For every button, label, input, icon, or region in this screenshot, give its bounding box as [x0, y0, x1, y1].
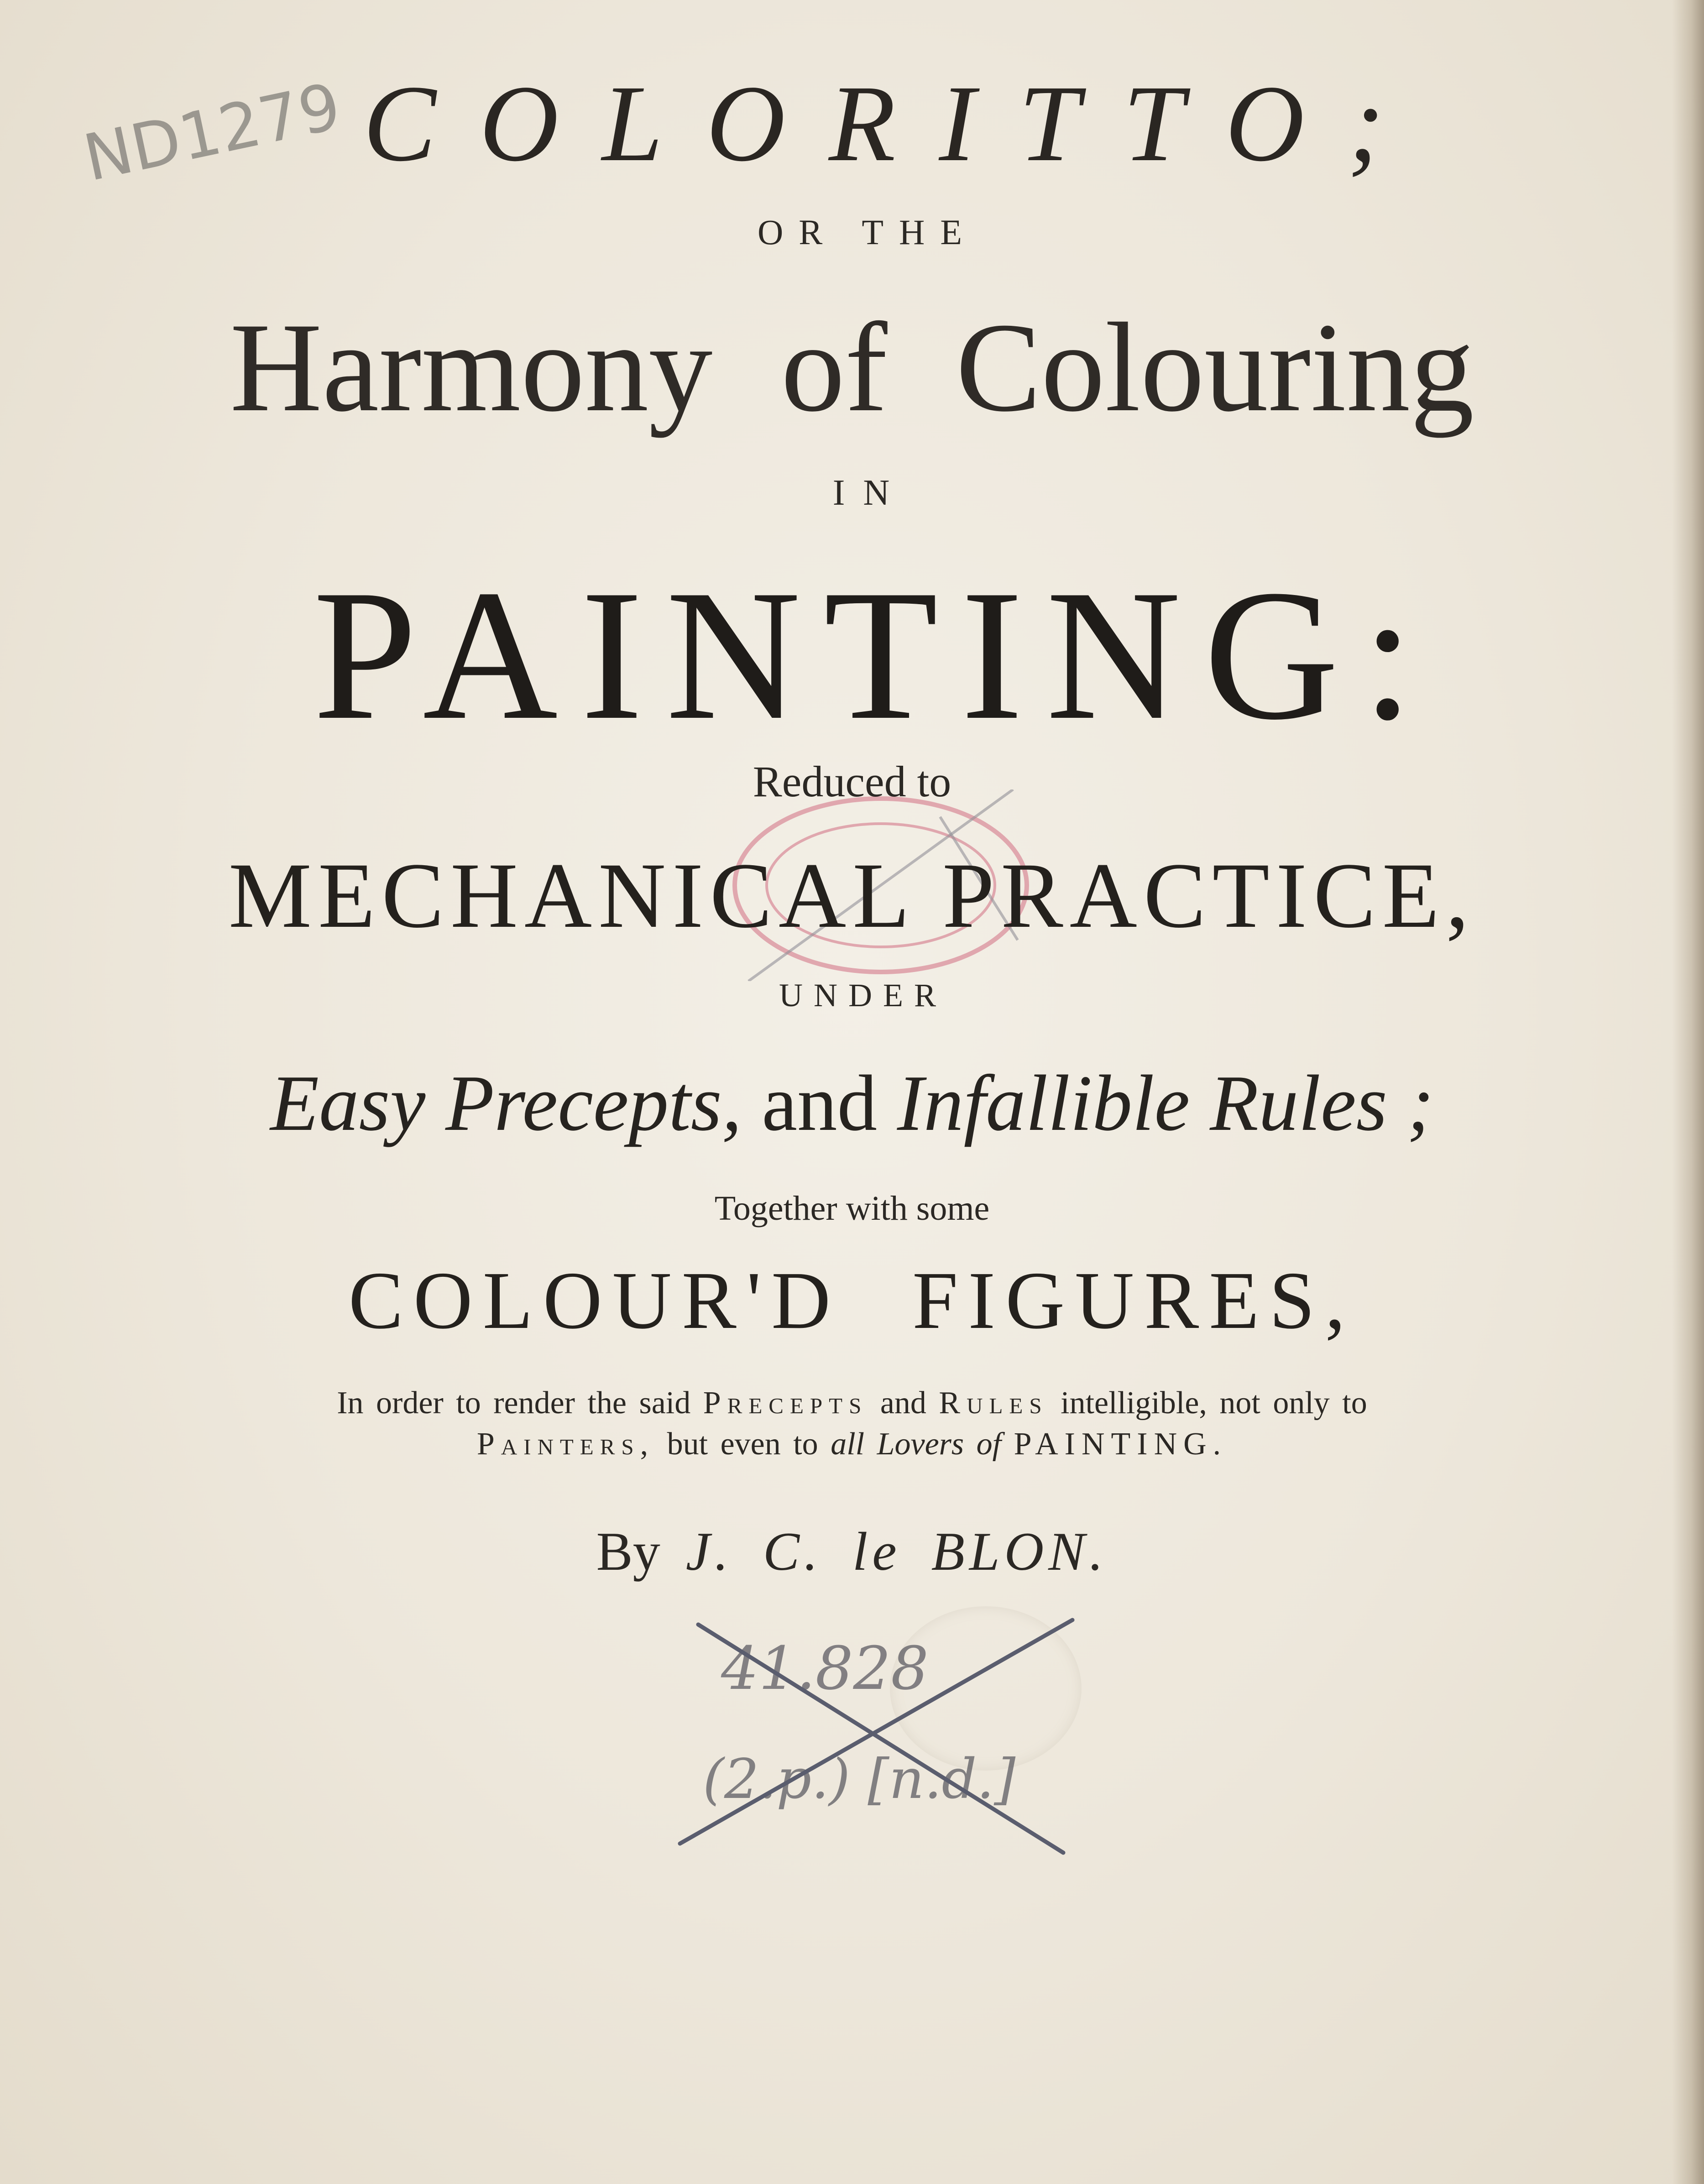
purpose-text-b: intelligible, not only to [1061, 1385, 1367, 1421]
purpose-line-1 [0, 1387, 1704, 1419]
painting-heading: PAINTING: [313, 551, 1437, 758]
book-title: COLORITTO; [363, 63, 1428, 184]
coloured-figures-line: COLOUR'D FIGURES, [348, 1255, 1356, 1346]
together-line: Together with some [714, 1189, 990, 1228]
reduced-to-line: Reduced to [753, 757, 951, 806]
painting-caps: PAINTING. [1014, 1426, 1228, 1462]
under-line: UNDER [779, 977, 947, 1014]
subtitle-harmony: Harmony of Colouring [230, 296, 1474, 438]
lovers-italic: all Lovers of [831, 1426, 1002, 1462]
easy-precepts-text: Easy Precepts, [270, 1059, 742, 1147]
cross-out-mark-icon [662, 1606, 1095, 1862]
by-text: By [596, 1521, 660, 1582]
precepts-caps: Precepts [703, 1385, 868, 1421]
purpose-text-a: In order to render the said [337, 1385, 691, 1421]
and-text: and [762, 1059, 877, 1147]
precepts-rules-line [0, 1059, 1704, 1147]
pencil-note: (2.p.) [n.d.] [703, 1748, 1016, 1811]
pencil-number: 41.828 [721, 1634, 929, 1703]
painters-caps: Painters, [476, 1426, 655, 1462]
but-even-text: but even to [667, 1426, 818, 1462]
shelfmark-pencil: ND1279 [78, 69, 347, 196]
mechanical-practice-line: MECHANICAL PRACTICE, [228, 844, 1476, 947]
author-byline [0, 1521, 1704, 1582]
author-name: J. C. le BLON. [685, 1521, 1108, 1582]
or-the-line: OR THE [757, 212, 978, 252]
purpose-line-2 [0, 1428, 1704, 1460]
rules-caps: Rules [939, 1385, 1048, 1421]
in-line: IN [832, 473, 908, 513]
infallible-rules-text: Infallible Rules ; [897, 1059, 1434, 1147]
and-text-2: and [880, 1385, 926, 1421]
